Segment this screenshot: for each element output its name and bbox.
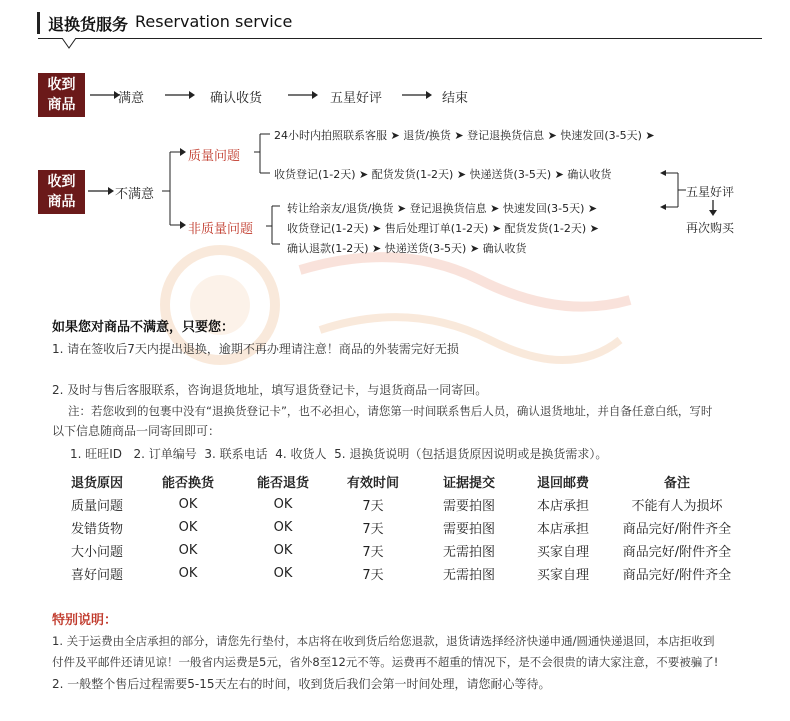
non-quality-row-3: 确认退款(1-2天) ➤ 快递送货(3-5天) ➤ 确认收货 xyxy=(287,242,527,255)
non-quality-row-2: 收货登记(1-2天) ➤ 售后处理订单(1-2天) ➤ 配货发货(1-2天) ➤ xyxy=(287,222,599,235)
five-star-rating: 五星好评 xyxy=(686,185,735,199)
table-cell: 7天 xyxy=(362,499,384,514)
arrow-down-icon xyxy=(707,200,719,216)
table-cell: OK xyxy=(178,566,198,581)
table-cell: 7天 xyxy=(362,568,384,583)
table-cell: 商品完好/附件齐全 xyxy=(622,522,732,537)
table-cell: OK xyxy=(273,566,293,581)
header-notch-icon xyxy=(62,38,76,52)
page-title: 退换货服务 xyxy=(48,15,129,34)
col-header: 退货原因 xyxy=(70,476,123,491)
col-header: 证据提交 xyxy=(442,476,495,491)
table-cell: 商品完好/附件齐全 xyxy=(622,568,732,583)
table-row xyxy=(57,539,747,562)
special-heading: 特别说明： xyxy=(52,613,118,628)
notes-heading: 如果您对商品不满意，只要您： xyxy=(52,320,235,335)
return-policy-table xyxy=(57,470,747,585)
received-goods-box-top: 收到 商品 xyxy=(38,73,85,117)
quality-issue-label: 质量问题 xyxy=(188,149,241,164)
received-goods-box-bottom: 收到 商品 xyxy=(38,170,85,214)
flow-end: 结束 xyxy=(442,91,469,106)
table-row xyxy=(57,562,747,585)
flow-confirm-receipt: 确认收货 xyxy=(210,91,263,106)
table-cell: OK xyxy=(178,543,198,558)
table-cell: OK xyxy=(178,497,198,512)
notes-fields: 1. 旺旺ID 2. 订单编号 3. 联系电话 4. 收货人 5. 退换货说明（包括退货原因说明或是换货需求）。 xyxy=(70,447,608,461)
page-subtitle: Reservation service xyxy=(135,12,293,31)
table-cell: 需要拍图 xyxy=(442,499,495,514)
table-cell: OK xyxy=(273,520,293,535)
table-cell: 买家自理 xyxy=(536,568,589,583)
table-cell: 无需拍图 xyxy=(442,545,495,560)
col-header: 能否退货 xyxy=(256,476,309,491)
table-cell: 需要拍图 xyxy=(442,522,495,537)
col-header: 能否换货 xyxy=(161,476,214,491)
flow-five-star: 五星好评 xyxy=(330,91,383,106)
quality-row-2: 收货登记(1-2天) ➤ 配货发货(1-2天) ➤ 快递送货(3-5天) ➤ 确认收货 xyxy=(274,168,612,181)
col-header: 备注 xyxy=(663,476,690,491)
table-cell: OK xyxy=(178,520,198,535)
notes-remark-2: 以下信息随商品一同寄回即可： xyxy=(52,424,221,438)
flow-satisfied: 满意 xyxy=(118,91,145,106)
quality-row-1: 24小时内拍照联系客服 ➤ 退货/换货 ➤ 登记退换货信息 ➤ 快速发回(3-5天) ➤ xyxy=(274,129,655,142)
table-cell: 本店承担 xyxy=(536,499,589,514)
special-line-3: 2. 一般整个售后过程需要5-15天左右的时间，收到货后我们会第一时间处理，请您耐心等待。 xyxy=(52,677,551,691)
col-header: 有效时间 xyxy=(346,476,399,491)
flow-unsatisfied: 不满意 xyxy=(115,187,155,202)
header-accent-bar xyxy=(37,12,40,34)
arrow-icon xyxy=(288,90,318,100)
arrow-icon xyxy=(165,90,195,100)
notes-item-2: 2. 及时与售后客服联系，咨询退货地址，填写退货登记卡，与退货商品一同寄回。 xyxy=(52,383,488,397)
arrow-icon xyxy=(90,90,120,100)
table-cell: 商品完好/附件齐全 xyxy=(622,545,732,560)
non-quality-row-1: 转让给亲友/退货/换货 ➤ 登记退换货信息 ➤ 快速发回(3-5天) ➤ xyxy=(287,202,598,215)
table-cell: 喜好问题 xyxy=(70,568,123,583)
non-quality-bracket xyxy=(266,200,286,250)
branch-connector xyxy=(160,145,190,235)
table-cell: 本店承担 xyxy=(536,522,589,537)
table-row xyxy=(57,493,747,516)
table-cell: 7天 xyxy=(362,545,384,560)
table-header-row xyxy=(57,470,747,493)
header-divider xyxy=(38,38,762,39)
arrow-icon xyxy=(88,186,114,196)
table-cell: OK xyxy=(273,497,293,512)
table-cell: 大小问题 xyxy=(70,545,123,560)
buy-again: 再次购买 xyxy=(686,221,735,235)
table-cell: 买家自理 xyxy=(536,545,589,560)
arrow-icon xyxy=(402,90,432,100)
quality-bracket xyxy=(252,128,272,180)
table-cell: 7天 xyxy=(362,522,384,537)
table-cell: 不能有人为损坏 xyxy=(631,499,723,514)
table-cell: 无需拍图 xyxy=(442,568,495,583)
notes-remark-1: 注：若您收到的包裹中没有“退换货登记卡”，也不必担心，请您第一时间联系售后人员，确认退货地址，并自备任意白纸，写时 xyxy=(68,404,713,418)
table-cell: OK xyxy=(273,543,293,558)
table-cell: 发错货物 xyxy=(70,522,123,537)
non-quality-issue-label: 非质量问题 xyxy=(188,222,254,237)
table-cell: 质量问题 xyxy=(70,499,123,514)
notes-item-1: 1. 请在签收后7天内提出退换，逾期不再办理请注意！商品的外装需完好无损 xyxy=(52,342,459,356)
col-header: 退回邮费 xyxy=(536,476,589,491)
special-line-1: 1. 关于运费由全店承担的部分，请您先行垫付，本店将在收到货后给您退款，退货请选择经济快递申通/圆通快递退回，本店拒收到 xyxy=(52,634,715,648)
special-line-2: 付件及平邮件还请见谅！一般省内运费是5元，省外8至12元不等。运费再不超重的情况下，是不会很贵的请大家注意，不要被骗了! xyxy=(52,655,719,669)
table-row xyxy=(57,516,747,539)
